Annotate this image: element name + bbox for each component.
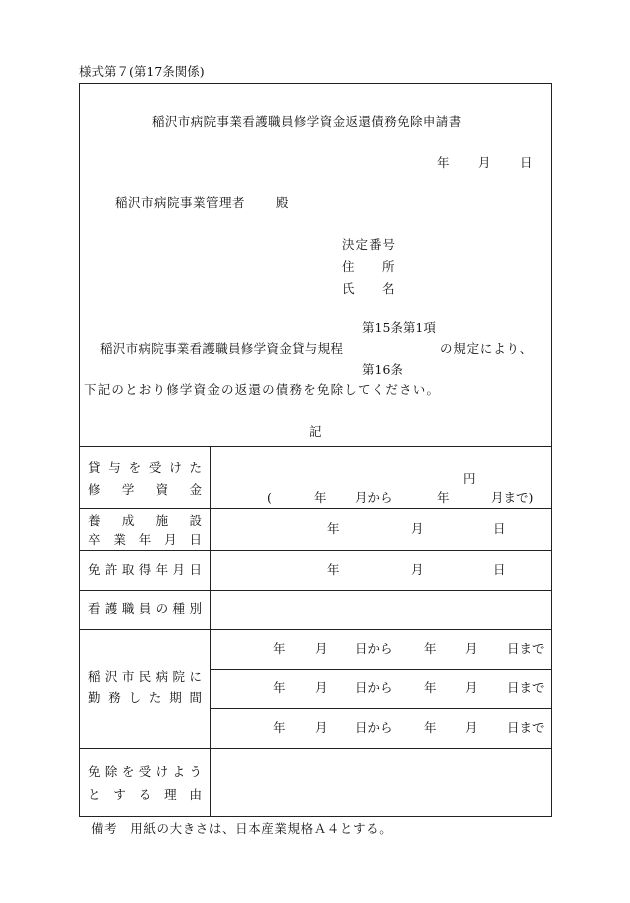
regulation-suffix: の規定により、 <box>440 341 534 356</box>
period-to-year: 年 <box>424 720 437 735</box>
form-number-label: 様式第７(第17条関係) <box>79 64 205 79</box>
clause-article-15: 第15条第1項 <box>362 320 436 335</box>
loan-to-year: 年 <box>437 490 450 505</box>
label-char: し <box>128 690 142 705</box>
decision-number-label: 決定番号 <box>342 237 397 252</box>
label-char: 月 <box>164 532 177 547</box>
period-to-day: 日まで <box>507 720 545 735</box>
label-char: 修 <box>88 482 101 497</box>
label-char: る <box>138 787 152 802</box>
label-char: 学 <box>121 482 135 497</box>
form-title: 稲沢市病院事業看護職員修学資金返還債務免除申請書 <box>152 114 462 129</box>
period-to-year: 年 <box>424 680 437 695</box>
label-char: た <box>189 460 202 475</box>
label-char: 勤 <box>88 690 101 705</box>
loan-from-year: 年 <box>314 490 327 505</box>
label-char: 除 <box>104 764 118 779</box>
label-char: 員 <box>138 601 152 616</box>
label-char: 金 <box>189 482 202 497</box>
label-char: う <box>189 764 202 779</box>
label-char: 受 <box>148 460 162 475</box>
label-char: 年 <box>138 532 152 547</box>
loan-label-line1 <box>88 462 202 475</box>
request-sentence: 下記のとおり修学資金の返還の債務を免除してください。 <box>84 382 441 397</box>
row-divider-nurse-type <box>80 629 551 630</box>
label-char: す <box>113 787 126 802</box>
period-from-month: 月 <box>315 641 328 656</box>
period-from-day: 日から <box>355 720 393 735</box>
label-char: 期 <box>169 690 182 705</box>
date-day-label: 日 <box>520 155 533 170</box>
label-char: け <box>155 764 169 779</box>
label-char: 由 <box>189 787 202 802</box>
loan-yen-unit: 円 <box>463 471 476 486</box>
label-char: に <box>189 669 202 684</box>
period-to-month: 月 <box>465 720 478 735</box>
graduation-day: 日 <box>493 521 506 536</box>
license-year: 年 <box>327 562 340 577</box>
name-label-2: 名 <box>382 281 395 296</box>
date-month-label: 月 <box>478 155 491 170</box>
address-label-2: 所 <box>382 259 395 274</box>
label-char: 病 <box>155 669 169 684</box>
label-char: を <box>121 764 135 779</box>
period-from-month: 月 <box>315 720 328 735</box>
label-char: 受 <box>138 764 152 779</box>
label-char: 施 <box>155 513 169 528</box>
label-char: 看 <box>88 601 101 616</box>
addressee-honorific: 殿 <box>276 195 289 210</box>
reason-label-line2 <box>88 789 202 802</box>
reason-label-line1 <box>88 766 202 779</box>
label-column-divider <box>210 446 211 816</box>
service-label-line1 <box>88 671 202 684</box>
label-char: 稲 <box>88 669 101 684</box>
service-period-divider-2 <box>210 708 551 709</box>
label-char: 貸 <box>88 460 101 475</box>
table-top-border <box>80 446 551 447</box>
label-char: 務 <box>108 690 121 705</box>
label-char: 卒 <box>88 532 101 547</box>
row-divider-service <box>80 748 551 749</box>
label-char: 民 <box>138 669 152 684</box>
label-char: 月 <box>172 562 186 577</box>
service-label-line2 <box>88 692 202 705</box>
period-from-month: 月 <box>315 680 328 695</box>
loan-paren-open: ( <box>267 490 272 505</box>
license-day: 日 <box>493 562 506 577</box>
label-char: た <box>148 690 162 705</box>
period-to-month: 月 <box>465 680 478 695</box>
label-char: 間 <box>189 690 202 705</box>
label-char: 日 <box>189 532 202 547</box>
label-char: 院 <box>172 669 186 684</box>
loan-label-line2 <box>88 484 202 497</box>
label-char: 免 <box>88 764 101 779</box>
row-divider-loan <box>80 508 551 509</box>
label-char: 日 <box>189 562 202 577</box>
label-char: を <box>128 460 142 475</box>
label-char: 別 <box>189 601 202 616</box>
service-period-divider-1 <box>210 669 551 670</box>
label-char: 業 <box>113 532 126 547</box>
license-label <box>88 564 202 577</box>
label-char: 許 <box>104 562 118 577</box>
period-from-year: 年 <box>273 641 286 656</box>
label-char: 養 <box>88 513 101 528</box>
date-year-label: 年 <box>437 155 450 170</box>
ki-heading: 記 <box>309 424 322 439</box>
period-from-day: 日から <box>355 680 393 695</box>
label-char: 成 <box>121 513 135 528</box>
label-char: 種 <box>172 601 186 616</box>
loan-from-month: 月から <box>355 490 393 505</box>
period-to-day: 日まで <box>507 680 545 695</box>
footnote: 備考 用紙の大きさは、日本産業規格Ａ４とする。 <box>91 821 393 836</box>
graduation-label-line1 <box>88 515 202 528</box>
period-to-month: 月 <box>465 641 478 656</box>
label-char: 護 <box>104 601 118 616</box>
graduation-label-line2 <box>88 534 202 547</box>
label-char: 設 <box>189 513 202 528</box>
clause-article-16: 第16条 <box>362 362 403 377</box>
period-from-day: 日から <box>355 641 393 656</box>
label-char: 得 <box>138 562 152 577</box>
label-char: 理 <box>164 787 177 802</box>
period-to-day: 日まで <box>507 641 545 656</box>
row-divider-license <box>80 590 551 591</box>
period-to-year: 年 <box>424 641 437 656</box>
period-from-year: 年 <box>273 680 286 695</box>
label-char: の <box>155 601 169 616</box>
addressee-name: 稲沢市病院事業管理者 <box>115 195 246 210</box>
label-char: 沢 <box>104 669 118 684</box>
label-char: け <box>169 460 182 475</box>
license-month: 月 <box>411 562 424 577</box>
label-char: 職 <box>121 601 135 616</box>
label-char: 取 <box>121 562 135 577</box>
period-from-year: 年 <box>273 720 286 735</box>
row-divider-graduation <box>80 550 551 551</box>
label-char: 与 <box>108 460 121 475</box>
regulation-name: 稲沢市病院事業看護職員修学資金貸与規程 <box>100 341 344 356</box>
graduation-year: 年 <box>327 521 340 536</box>
address-label-1: 住 <box>342 259 355 274</box>
application-form <box>79 83 552 817</box>
nurse-type-label <box>88 603 202 616</box>
label-char: 資 <box>155 482 169 497</box>
label-char: 免 <box>88 562 101 577</box>
graduation-month: 月 <box>411 521 424 536</box>
name-label-1: 氏 <box>342 281 355 296</box>
label-char: 市 <box>121 669 135 684</box>
loan-to-month: 月まで) <box>491 490 534 505</box>
label-char: 年 <box>155 562 169 577</box>
label-char: よ <box>172 764 186 779</box>
label-char: と <box>88 787 101 802</box>
